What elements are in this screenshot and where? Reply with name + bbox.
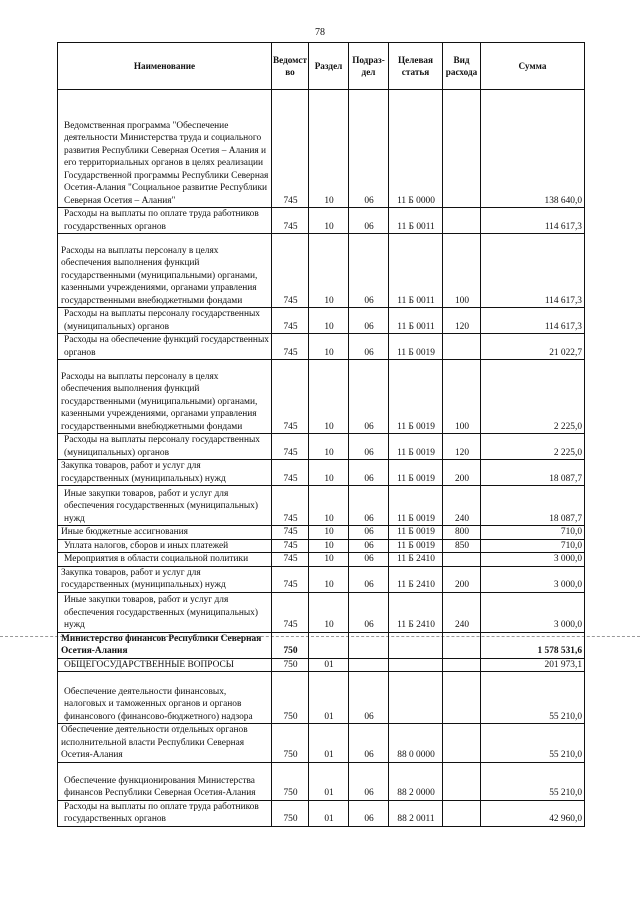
row-vedomstvo: 745 [272,308,309,334]
row-vid: 850 [443,539,481,553]
row-podrazdel: 06 [349,762,389,800]
page-number: 78 [315,27,325,38]
row-vid: 100 [443,360,481,434]
table-row [58,672,585,724]
row-vedomstvo: 745 [272,566,309,592]
row-statya: 11 Б 0019 [389,434,443,460]
row-name: Расходы на обеспечение функций государственных органов [58,334,272,360]
row-vedomstvo: 745 [272,592,309,632]
table-row [58,360,585,434]
row-razdel: 10 [309,360,349,434]
row-vedomstvo: 745 [272,553,309,567]
row-statya: 11 Б 0019 [389,334,443,360]
row-vid [443,90,481,208]
row-summa: 18 087,7 [481,486,585,526]
table-row [58,632,585,658]
table-row [58,592,585,632]
row-vid [443,724,481,763]
row-razdel: 10 [309,526,349,540]
row-summa: 2 225,0 [481,360,585,434]
row-name: Обеспечение деятельности финансовых, налоговых и таможенных органов и органов финансового (финансово-бюджетного) надзора [58,672,272,724]
row-vedomstvo: 745 [272,208,309,234]
row-summa: 1 578 531,6 [481,632,585,658]
row-name: Расходы на выплаты по оплате труда работников государственных органов [58,208,272,234]
row-summa: 18 087,7 [481,460,585,486]
row-razdel: 10 [309,308,349,334]
row-summa: 201 973,1 [481,658,585,672]
row-name: Расходы на выплаты персоналу государственных (муниципальных) органов [58,434,272,460]
row-summa: 2 225,0 [481,434,585,460]
row-razdel: 10 [309,486,349,526]
row-statya: 11 Б 0019 [389,360,443,434]
row-podrazdel: 06 [349,208,389,234]
table-row [58,526,585,540]
row-vedomstvo: 750 [272,672,309,724]
row-podrazdel [349,632,389,658]
row-summa: 55 210,0 [481,724,585,763]
table-row [58,90,585,208]
row-vedomstvo: 745 [272,90,309,208]
table-header-row [58,43,585,90]
row-name: Мероприятия в области социальной политики [58,553,272,567]
row-vid: 120 [443,434,481,460]
row-statya: 88 0 0000 [389,724,443,763]
row-podrazdel: 06 [349,334,389,360]
row-vedomstvo: 745 [272,234,309,308]
row-name: Иные бюджетные ассигнования [58,526,272,540]
row-name: Министерство финансов Республики Северная Осетия-Алания [58,632,272,658]
table-row [58,724,585,763]
row-podrazdel: 06 [349,360,389,434]
row-vid [443,334,481,360]
row-name: Иные закупки товаров, работ и услуг для обеспечения государственных (муниципальных) нужд [58,592,272,632]
row-statya: 11 Б 0019 [389,526,443,540]
row-vedomstvo: 745 [272,334,309,360]
row-name: Расходы на выплаты персоналу в целях обеспечения выполнения функций государственными (муниципальными) органами, казенными учреждениями, органами управления государственными внебюджетными фондами [58,360,272,434]
row-vid [443,632,481,658]
row-podrazdel: 06 [349,672,389,724]
row-podrazdel: 06 [349,566,389,592]
row-vedomstvo: 745 [272,460,309,486]
row-razdel: 10 [309,234,349,308]
header-name: Наименование [58,43,272,90]
row-razdel: 10 [309,208,349,234]
row-vid: 240 [443,592,481,632]
row-name: Уплата налогов, сборов и иных платежей [58,539,272,553]
row-name: Обеспечение деятельности отдельных органов исполнительной власти Республики Северная Осетия-Алания [58,724,272,763]
row-statya [389,658,443,672]
row-vid: 100 [443,234,481,308]
row-name: Иные закупки товаров, работ и услуг для обеспечения государственных (муниципальных) нужд [58,486,272,526]
row-razdel: 10 [309,566,349,592]
row-podrazdel: 06 [349,460,389,486]
row-summa: 710,0 [481,526,585,540]
row-name: Расходы на выплаты по оплате труда работников государственных органов [58,800,272,826]
row-vedomstvo: 750 [272,762,309,800]
row-summa: 114 617,3 [481,308,585,334]
row-statya: 11 Б 0019 [389,486,443,526]
row-razdel: 01 [309,658,349,672]
row-vid [443,672,481,724]
row-statya: 11 Б 0011 [389,308,443,334]
row-podrazdel: 06 [349,526,389,540]
row-statya: 11 Б 0011 [389,208,443,234]
row-vid [443,208,481,234]
row-podrazdel: 06 [349,539,389,553]
header-podrazdel: Подраз- дел [349,43,389,90]
row-vid: 240 [443,486,481,526]
table-row [58,658,585,672]
table-row [58,460,585,486]
row-summa: 55 210,0 [481,762,585,800]
row-podrazdel: 06 [349,308,389,334]
row-name: Расходы на выплаты персоналу в целях обеспечения выполнения функций государственными (муниципальными) органами, казенными учреждениями, органами управления государственными внебюджетными фондами [58,234,272,308]
row-razdel: 10 [309,592,349,632]
row-statya: 88 2 0000 [389,762,443,800]
table-row [58,539,585,553]
row-statya: 88 2 0011 [389,800,443,826]
row-vedomstvo: 750 [272,632,309,658]
row-podrazdel: 06 [349,90,389,208]
row-name: Расходы на выплаты персоналу государственных (муниципальных) органов [58,308,272,334]
table-row [58,308,585,334]
table-row [58,234,585,308]
table-row [58,208,585,234]
table-row [58,762,585,800]
row-vid: 200 [443,566,481,592]
table-row [58,334,585,360]
row-razdel: 01 [309,762,349,800]
budget-table [57,42,585,827]
row-statya: 11 Б 0019 [389,460,443,486]
row-statya: 11 Б 2410 [389,553,443,567]
row-razdel: 10 [309,539,349,553]
row-summa: 3 000,0 [481,566,585,592]
row-podrazdel: 06 [349,724,389,763]
row-podrazdel: 06 [349,553,389,567]
row-vedomstvo: 750 [272,724,309,763]
row-statya [389,672,443,724]
row-statya: 11 Б 0011 [389,234,443,308]
row-statya: 11 Б 2410 [389,592,443,632]
row-name: Обеспечение функционирования Министерства финансов Республики Северная Осетия-Алания [58,762,272,800]
row-vid: 200 [443,460,481,486]
row-razdel: 10 [309,460,349,486]
row-vid: 800 [443,526,481,540]
row-name: Закупка товаров, работ и услуг для государственных (муниципальных) нужд [58,566,272,592]
row-podrazdel [349,658,389,672]
row-vid [443,658,481,672]
table-row [58,553,585,567]
table-row [58,566,585,592]
row-vedomstvo: 750 [272,658,309,672]
table-row [58,800,585,826]
row-summa: 114 617,3 [481,208,585,234]
row-vedomstvo: 750 [272,800,309,826]
row-razdel: 01 [309,724,349,763]
row-name: Закупка товаров, работ и услуг для государственных (муниципальных) нужд [58,460,272,486]
row-podrazdel: 06 [349,234,389,308]
row-podrazdel: 06 [349,800,389,826]
header-razdel: Раздел [309,43,349,90]
row-statya: 11 Б 2410 [389,566,443,592]
row-statya: 11 Б 0019 [389,539,443,553]
row-razdel: 10 [309,334,349,360]
row-summa: 21 022,7 [481,334,585,360]
row-razdel: 10 [309,553,349,567]
table-row [58,434,585,460]
row-razdel: 10 [309,434,349,460]
row-name: ОБЩЕГОСУДАРСТВЕННЫЕ ВОПРОСЫ [58,658,272,672]
row-podrazdel: 06 [349,434,389,460]
header-summa: Сумма [481,43,585,90]
row-podrazdel: 06 [349,592,389,632]
row-statya: 11 Б 0000 [389,90,443,208]
header-statya: Целевая статья [389,43,443,90]
row-vedomstvo: 745 [272,360,309,434]
row-vid [443,800,481,826]
header-vedomstvo: Ведомст во [272,43,309,90]
row-vid: 120 [443,308,481,334]
row-podrazdel: 06 [349,486,389,526]
header-vid: Вид расхода [443,43,481,90]
row-razdel: 10 [309,90,349,208]
row-razdel: 01 [309,800,349,826]
row-vedomstvo: 745 [272,434,309,460]
row-summa: 55 210,0 [481,672,585,724]
row-summa: 710,0 [481,539,585,553]
row-razdel: 01 [309,672,349,724]
row-vedomstvo: 745 [272,526,309,540]
row-vedomstvo: 745 [272,486,309,526]
row-name: Ведомственная программа "Обеспечение деятельности Министерства труда и социального развития Республики Северная Осетия – Алания и его территориальных органов в целях реализации Государственной программы Республики Северная Осетия-Алания "Социальное развитие Республики Северная Осетия – Алания" [58,90,272,208]
table-row [58,486,585,526]
row-statya [389,632,443,658]
row-summa: 114 617,3 [481,234,585,308]
row-vid [443,553,481,567]
row-razdel [309,632,349,658]
row-vid [443,762,481,800]
row-summa: 138 640,0 [481,90,585,208]
row-summa: 3 000,0 [481,592,585,632]
row-summa: 3 000,0 [481,553,585,567]
row-summa: 42 960,0 [481,800,585,826]
row-vedomstvo: 745 [272,539,309,553]
